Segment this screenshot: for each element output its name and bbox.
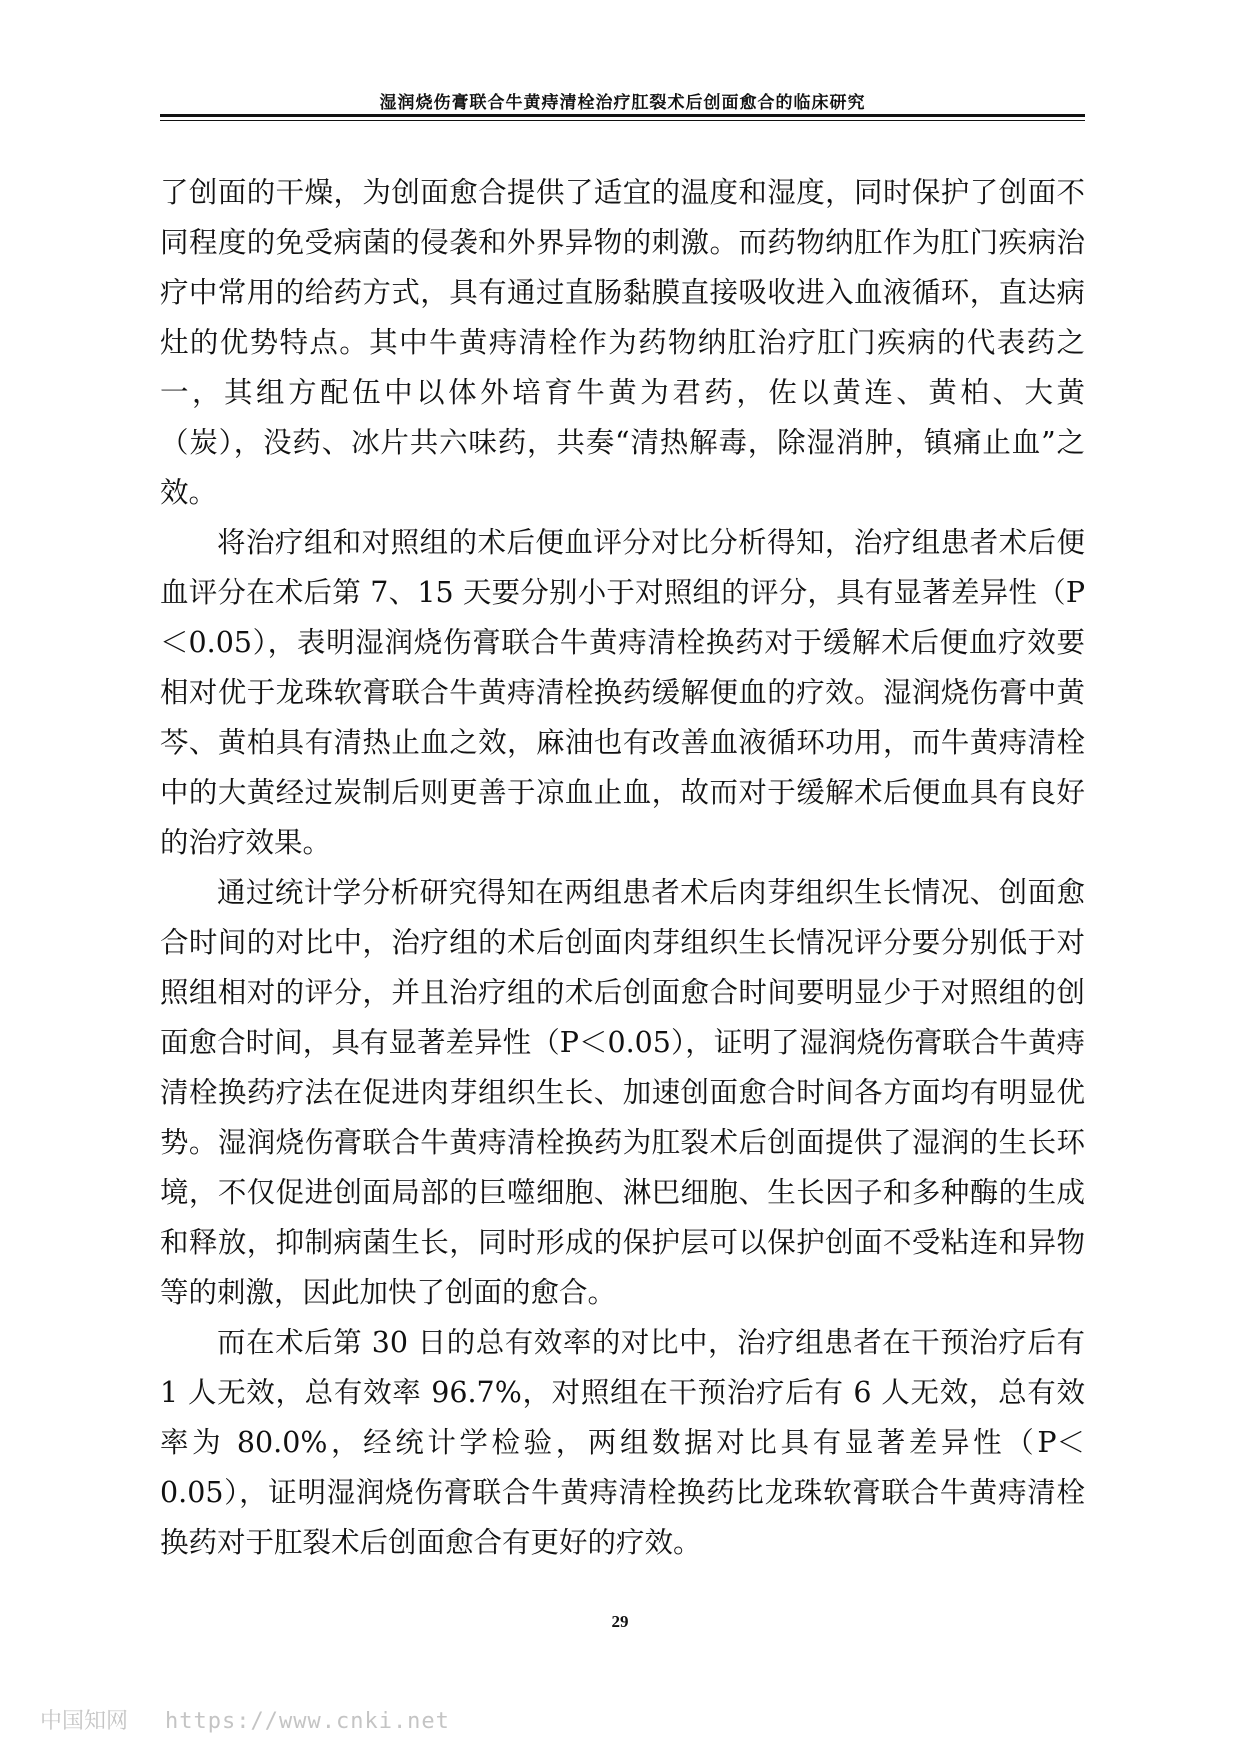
cnki-watermark bbox=[40, 1704, 450, 1735]
paragraph-4: 而在术后第 30 日的总有效率的对比中，治疗组患者在干预治疗后有 1 人无效，总有效率 96.7%，对照组在干预治疗后有 6 人无效，总有效率为 80.0%，经统计学检验，两组数据对比具有显著差异性（P＜0.05），证明湿润烧伤膏联合牛黄痔清栓换药比龙珠软膏联合牛黄痔清栓换药对于肛裂术后创面愈合有更好的疗效。 bbox=[160, 1326, 1085, 1559]
header-rule-thin bbox=[160, 120, 1085, 121]
paragraph-3: 通过统计学分析研究得知在两组患者术后肉芽组织生长情况、创面愈合时间的对比中，治疗组的术后创面肉芽组织生长情况评分要分别低于对照组相对的评分，并且治疗组的术后创面愈合时间要明显少于对照组的创面愈合时间，具有显著差异性（P＜0.05），证明了湿润烧伤膏联合牛黄痔清栓换药疗法在促进肉芽组织生长、加速创面愈合时间各方面均有明显优势。湿润烧伤膏联合牛黄痔清栓换药为肛裂术后创面提供了湿润的生长环境，不仅促进创面局部的巨噬细胞、淋巴细胞、生长因子和多种酶的生成和释放，抑制病菌生长，同时形成的保护层可以保护创面不受粘连和异物等的刺激，因此加快了创面的愈合。 bbox=[160, 876, 1085, 1309]
running-header-title: 湿润烧伤膏联合牛黄痔清栓治疗肛裂术后创面愈合的临床研究 bbox=[379, 93, 866, 113]
paragraph-1: 了创面的干燥，为创面愈合提供了适宜的温度和湿度，同时保护了创面不同程度的免受病菌的侵袭和外界异物的刺激。而药物纳肛作为肛门疾病治疗中常用的给药方式，具有通过直肠黏膜直接吸收进入血液循环，直达病灶的优势特点。其中牛黄痔清栓作为药物纳肛治疗肛门疾病的代表药之一，其组方配伍中以体外培育牛黄为君药，佐以黄连、黄柏、大黄（炭），没药、冰片共六味药，共奏“清热解毒，除湿消肿，镇痛止血”之效。 bbox=[160, 176, 1085, 509]
page-number: 29 bbox=[611, 1612, 629, 1631]
body-text bbox=[160, 168, 1085, 1568]
watermark-url[interactable]: https://www.cnki.net bbox=[165, 1709, 450, 1734]
header-rule-thick bbox=[160, 114, 1085, 117]
watermark-brand: 中国知网 bbox=[40, 1709, 129, 1734]
paragraph-2: 将治疗组和对照组的术后便血评分对比分析得知，治疗组患者术后便血评分在术后第 7、15 天要分别小于对照组的评分，具有显著差异性（P＜0.05），表明湿润烧伤膏联合牛黄痔清栓换药对于缓解术后便血疗效要相对优于龙珠软膏联合牛黄痔清栓换药缓解便血的疗效。湿润烧伤膏中黄芩、黄柏具有清热止血之效，麻油也有改善血液循环功用，而牛黄痔清栓中的大黄经过炭制后则更善于凉血止血，故而对于缓解术后便血具有良好的治疗效果。 bbox=[160, 526, 1085, 859]
